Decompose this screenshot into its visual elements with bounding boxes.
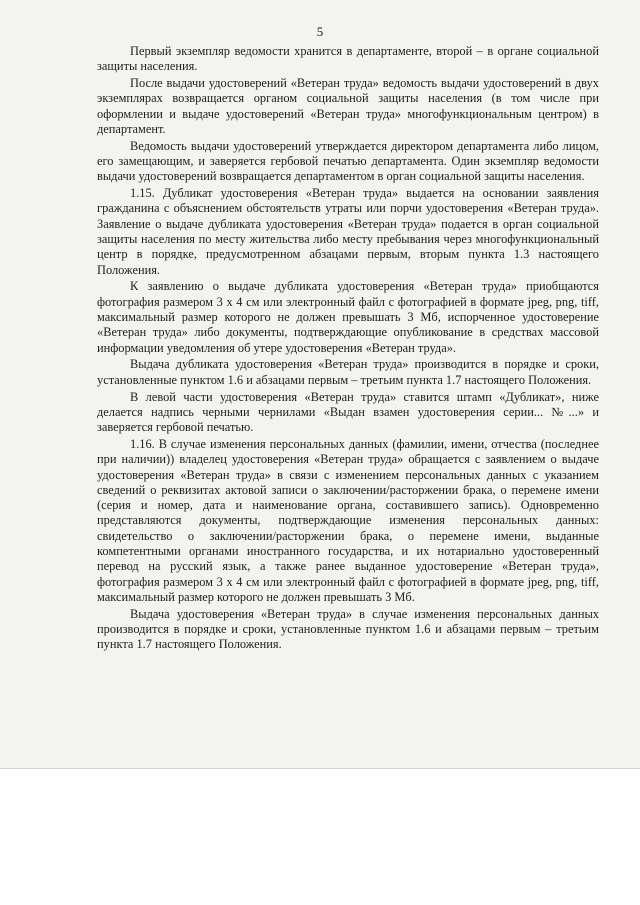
- paragraph: 1.15. Дубликат удостоверения «Ветеран труда» выдается на основании заявления гражданина с объяснением обстоятельств утраты или порчи удостоверения «Ветеран труда». Заявление о выдаче дубликата удостоверения «Ветеран труда» подается в орган социальной защиты населения по месту жительства либо месту пребывания через многофункциональный центр в порядке, предусмотренном абзацами первым, вторым пункта 1.3 настоящего Положения.: [97, 186, 599, 277]
- paragraph: Ведомость выдачи удостоверений утверждается директором департамента либо лицом, его замещающим, и заверяется гербовой печатью департамента. Один экземпляр ведомости выдачи удостоверений возвращается департаментом в орган социальной защиты населения.: [97, 138, 599, 184]
- paragraph: После выдачи удостоверений «Ветеран труда» ведомость выдачи удостоверений в двух экземплярах возвращается органом социальной защиты населения (в том числе при оформлении и выдаче удостоверений «Ветеран труда» многофункциональным центром) в департамент.: [97, 76, 599, 136]
- paragraph: К заявлению о выдаче дубликата удостоверения «Ветеран труда» приобщаются фотография размером 3 х 4 см или электронный файл с фотографией в формате jpeg, png, tiff, максимальный размер которого не должен превышать 3 Мб, испорченное удостоверение «Ветеран труда» либо документы, подтверждающие опубликование в средствах массовой информации уведомления об утере удостоверения «Ветеран труда».: [97, 279, 599, 355]
- paragraph: В левой части удостоверения «Ветеран труда» ставится штамп «Дубликат», ниже делается надпись черными чернилами «Выдан взамен удостоверения серии... №...» и заверяется гербовой печатью.: [97, 389, 599, 435]
- paragraph: Выдача удостоверения «Ветеран труда» в случае изменения персональных данных производится в порядке и сроки, установленные пунктом 1.6 и абзацами первым – третьим пункта 1.7 настоящего Положения.: [97, 606, 599, 652]
- page-number: 5: [316, 24, 324, 39]
- paragraph: 1.16. В случае изменения персональных данных (фамилии, имени, отчества (последнее при наличии)) владелец удостоверения «Ветеран труда» обращается с заявлением о выдаче удостоверения «Ветеран труда» в связи с изменением персональных данных с указанием сведений о реквизитах актовой записи о заключении/расторжении брака, о перемене имени (серия и номер, дата и наименование органа, составившего запись). Одновременно представляются документы, подтверждающие изменения персональных данных: свидетельство о заключении/расторжении брака, о перемене имени, выданные компетентными органами иностранного государства, и их нотариально удостоверенный перевод на русский язык, а также ранее выданное удостоверение «Ветеран труда», фотография размером 3 х 4 см или электронный файл с фотографией в формате jpeg, png, tiff, максимальный размер которого не должен превышать 3 Мб.: [97, 436, 599, 604]
- document-body: [97, 44, 599, 654]
- paragraph: Первый экземпляр ведомости хранится в департаменте, второй – в органе социальной защиты населения.: [97, 44, 599, 74]
- paragraph: Выдача дубликата удостоверения «Ветеран труда» производится в порядке и сроки, установленные пунктом 1.6 и абзацами первым – третьим пункта 1.7 настоящего Положения.: [97, 357, 599, 387]
